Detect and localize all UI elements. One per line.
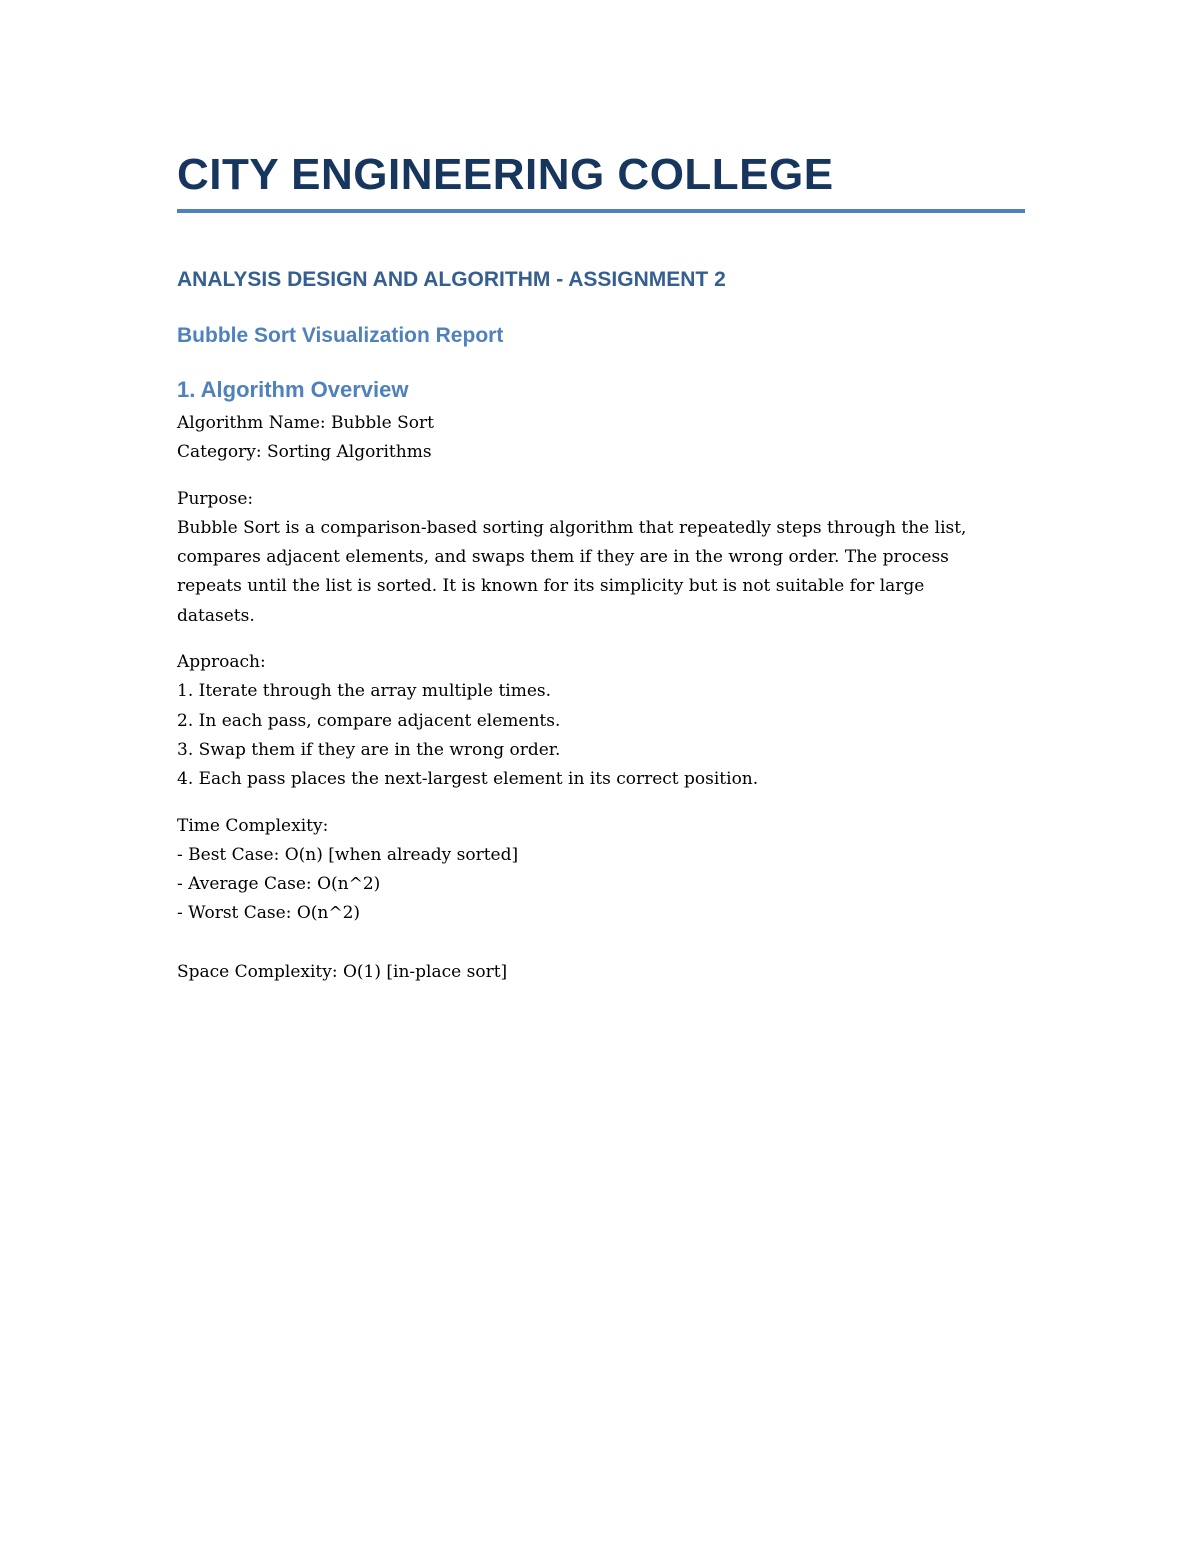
report-heading: Bubble Sort Visualization Report [177, 324, 504, 347]
title-underline-rule [177, 209, 1025, 213]
time-case-line: - Best Case: O(n) [when already sorted] [177, 844, 519, 865]
purpose-section [177, 485, 1025, 631]
time-complexity-label: Time Complexity: [177, 815, 329, 836]
document-title: CITY ENGINEERING COLLEGE [177, 150, 834, 199]
algorithm-name-line: Algorithm Name: Bubble Sort [177, 413, 434, 433]
time-case-line: - Average Case: O(n^2) [177, 874, 381, 895]
document-content [177, 145, 1025, 987]
approach-section [177, 648, 1025, 794]
purpose-label: Purpose: [177, 488, 254, 509]
approach-step: 4. Each pass places the next-largest element in its correct position. [177, 769, 759, 790]
approach-step: 3. Swap them if they are in the wrong order. [177, 739, 561, 760]
time-case-line: - Worst Case: O(n^2) [177, 903, 361, 924]
space-complexity-section [177, 958, 1025, 987]
approach-step: 2. In each pass, compare adjacent elements. [177, 710, 561, 731]
space-complexity-line: Space Complexity: O(1) [in-place sort] [177, 961, 508, 982]
time-complexity-section [177, 812, 1025, 929]
purpose-line: datasets. [177, 605, 255, 626]
purpose-line: Bubble Sort is a comparison-based sorting algorithm that repeatedly steps through the list, [177, 517, 967, 538]
purpose-line: repeats until the list is sorted. It is known for its simplicity but is not suitable for large [177, 576, 925, 597]
approach-label: Approach: [177, 652, 266, 673]
section-heading-algorithm-overview: 1. Algorithm Overview [177, 377, 409, 402]
purpose-line: compares adjacent elements, and swaps them if they are in the wrong order. The process [177, 547, 949, 568]
approach-step: 1. Iterate through the array multiple times. [177, 681, 552, 702]
algorithm-details [177, 409, 1025, 468]
category-line: Category: Sorting Algorithms [177, 442, 432, 463]
course-heading: ANALYSIS DESIGN AND ALGORITHM - ASSIGNMENT 2 [177, 268, 726, 291]
